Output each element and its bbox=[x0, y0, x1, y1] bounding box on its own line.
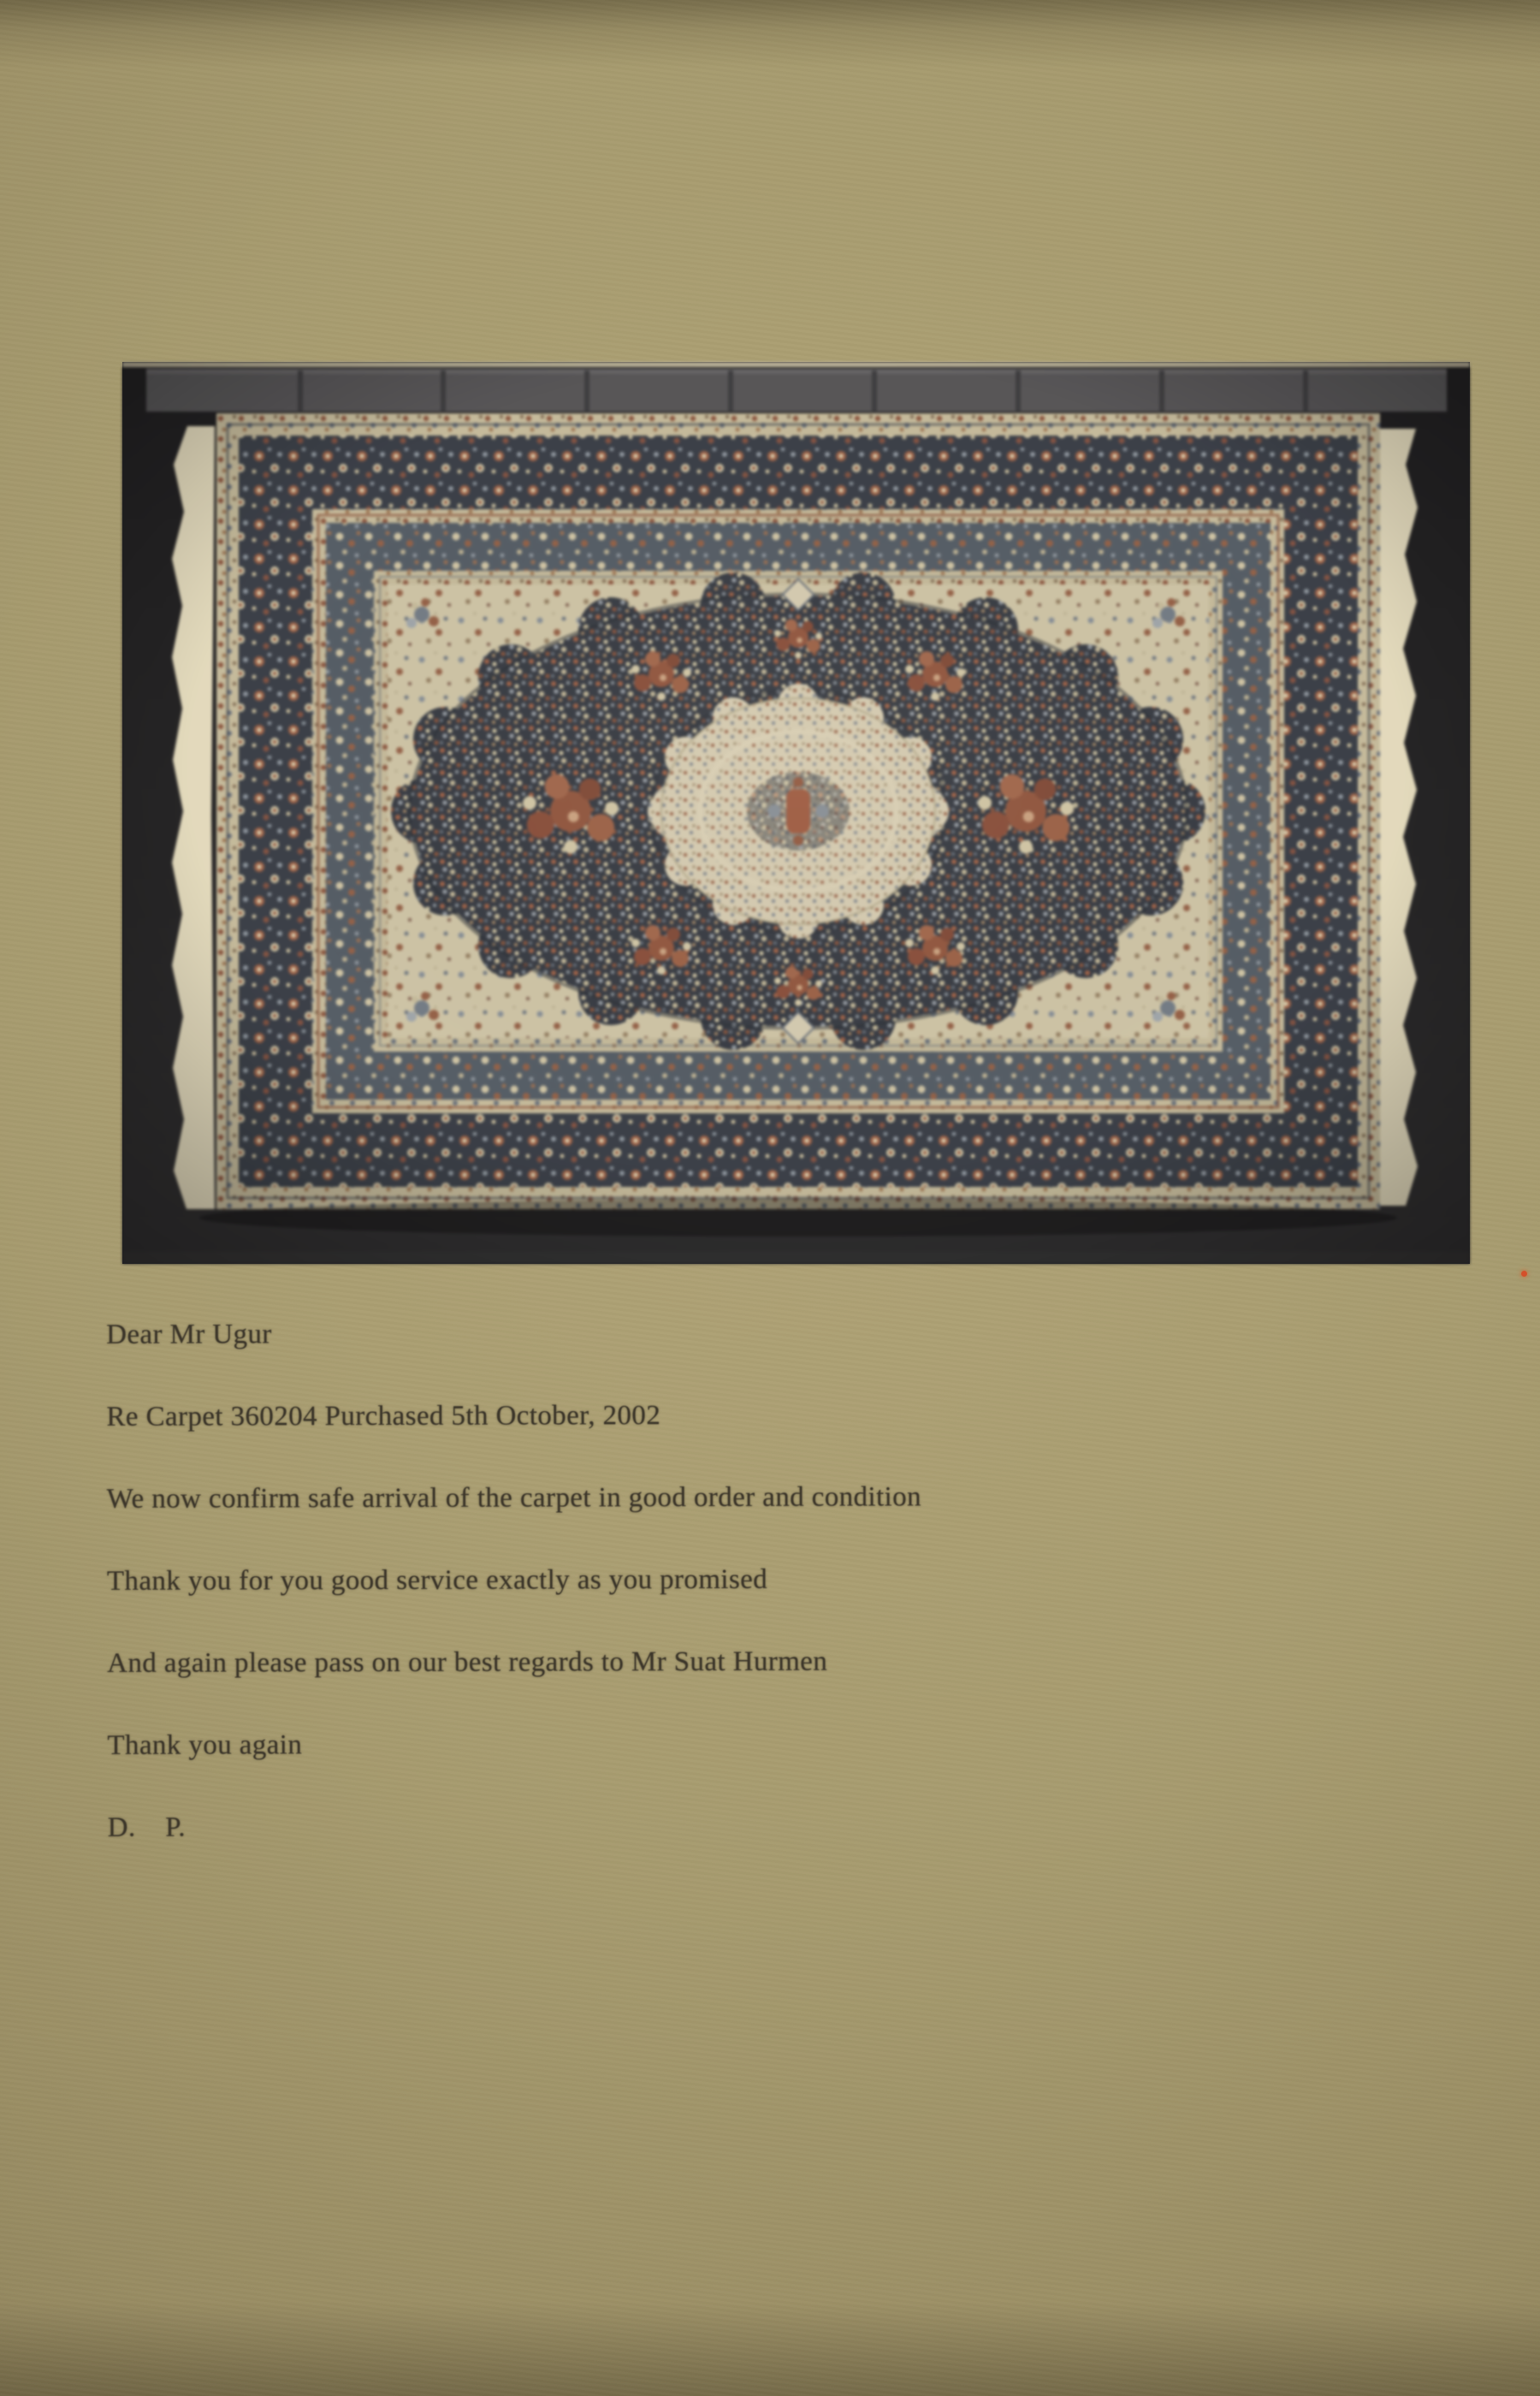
subject-line: Re Carpet 360204 Purchased 5th October, 2002 bbox=[106, 1400, 661, 1432]
salutation: Dear Mr Ugur bbox=[106, 1319, 272, 1350]
photo-vignette bbox=[122, 362, 1470, 1264]
carpet-photo-image bbox=[122, 362, 1470, 1264]
closing-line: Thank you again bbox=[107, 1729, 303, 1761]
signature: D. P. bbox=[107, 1812, 186, 1843]
body-line-3: And again please pass on our best regards to Mr Suat Hurmen bbox=[107, 1646, 828, 1679]
red-speck bbox=[1521, 1271, 1527, 1277]
body-line-1: We now confirm safe arrival of the carpet in good order and condition bbox=[106, 1481, 922, 1515]
letter-text bbox=[106, 1314, 1331, 1893]
carpet-photo bbox=[122, 362, 1470, 1264]
body-line-2: Thank you for you good service exactly as you promised bbox=[106, 1563, 768, 1597]
